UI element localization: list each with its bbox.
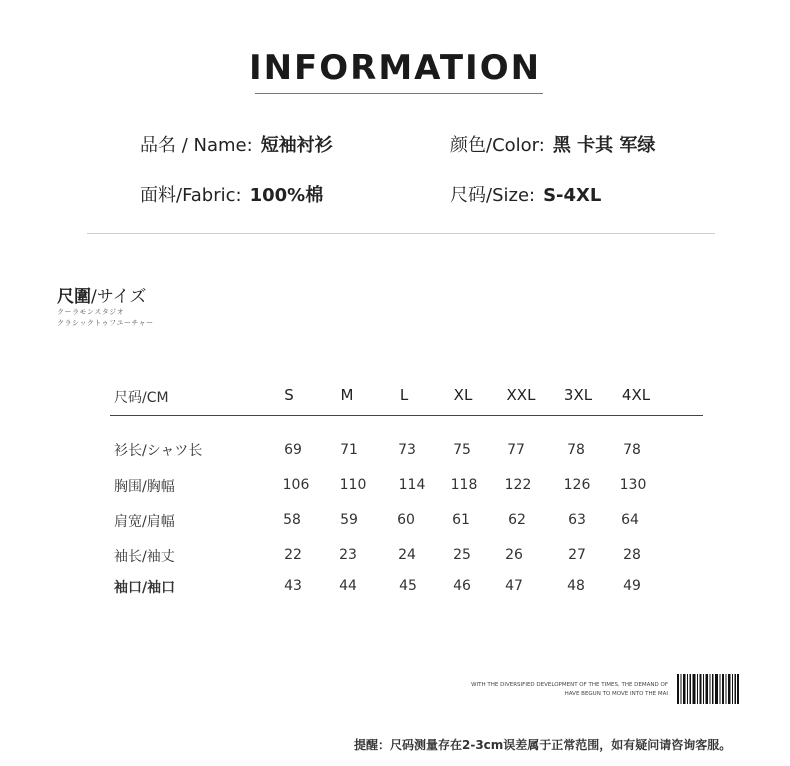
table-cell: 28	[623, 547, 641, 563]
table-cell: 47	[505, 578, 523, 594]
row-label: 胸围/胸幅	[114, 479, 175, 495]
table-cell: 110	[339, 477, 367, 493]
table-cell: 126	[563, 477, 591, 493]
table-cell: 27	[568, 547, 586, 563]
table-cell: 48	[567, 578, 585, 594]
table-cell: 71	[340, 442, 358, 458]
table-cell: 46	[453, 578, 471, 594]
table-cell: 122	[504, 477, 532, 493]
size-header-m: M	[340, 386, 354, 404]
table-cell: 44	[339, 578, 357, 594]
table-cell: 43	[284, 578, 302, 594]
barcode-caption	[390, 681, 668, 699]
info-color-label: 颜色/Color:	[450, 135, 545, 156]
info-size-label: 尺码/Size:	[450, 185, 536, 206]
size-heading-bold: 尺圍	[57, 287, 91, 307]
table-cell: 114	[398, 477, 426, 493]
page-title: INFORMATION	[248, 48, 542, 88]
info-name-value: 短袖衬衫	[260, 135, 333, 156]
table-cell: 22	[284, 547, 302, 563]
table-cell: 60	[397, 512, 415, 528]
info-name-label: 品名 / Name:	[140, 135, 253, 156]
barcode-caption-line-2: HAVE BEGUN TO MOVE INTO THE MAI	[564, 691, 668, 697]
table-cell: 64	[621, 512, 639, 528]
table-cell: 77	[507, 442, 525, 458]
info-name	[140, 131, 333, 157]
table-cell: 61	[452, 512, 470, 528]
barcode-caption-line-1: WITH THE DIVERSIFIED DEVELOPMENT OF THE TIMES, THE DEMAND OF	[471, 682, 668, 688]
table-cell: 23	[339, 547, 357, 563]
table-cell: 45	[399, 578, 417, 594]
table-unit-label: 尺码/CM	[114, 390, 169, 406]
size-header-3xl: 3XL	[563, 386, 593, 404]
table-cell: 58	[283, 512, 301, 528]
info-fabric-label: 面料/Fabric:	[140, 185, 242, 206]
size-header-4xl: 4XL	[621, 386, 651, 404]
size-subtitle-1: クーラモンスタジオ	[57, 308, 125, 316]
size-header-s: S	[284, 386, 294, 404]
section-divider	[87, 233, 715, 234]
size-subtitle-2: クラシックトゥフユーチャー	[57, 319, 154, 327]
table-cell: 26	[505, 547, 523, 563]
size-heading-rest: /サイズ	[91, 287, 147, 307]
measurement-note: 提醒：尺码测量存在2-3cm误差属于正常范围，如有疑问请咨询客服。	[354, 738, 732, 752]
table-header-rule	[110, 415, 703, 416]
barcode-icon	[677, 674, 739, 704]
table-cell: 106	[282, 477, 310, 493]
table-cell: 63	[568, 512, 586, 528]
table-cell: 78	[623, 442, 641, 458]
row-label: 衫长/シャツ长	[114, 443, 203, 459]
size-header-xxl: XXL	[506, 386, 536, 404]
info-color-value: 黑 卡其 军绿	[552, 135, 656, 156]
size-header-xl: XL	[453, 386, 473, 404]
table-cell: 62	[508, 512, 526, 528]
row-label: 肩宽/肩幅	[114, 514, 175, 530]
table-cell: 118	[450, 477, 478, 493]
table-cell: 25	[453, 547, 471, 563]
table-cell: 78	[567, 442, 585, 458]
info-size-value: S-4XL	[543, 185, 602, 206]
row-label: 袖口/袖口	[114, 580, 176, 596]
title-underline	[255, 93, 543, 94]
info-size	[450, 181, 601, 207]
table-cell: 24	[398, 547, 416, 563]
info-fabric-value: 100%棉	[249, 185, 324, 206]
table-cell: 73	[398, 442, 416, 458]
info-color	[450, 131, 655, 157]
table-cell: 130	[619, 477, 647, 493]
size-header-l: L	[399, 386, 409, 404]
table-cell: 75	[453, 442, 471, 458]
info-fabric	[140, 181, 323, 207]
size-heading	[57, 282, 146, 307]
row-label: 袖长/袖丈	[114, 549, 175, 565]
table-cell: 49	[623, 578, 641, 594]
table-cell: 59	[340, 512, 358, 528]
table-cell: 69	[284, 442, 302, 458]
